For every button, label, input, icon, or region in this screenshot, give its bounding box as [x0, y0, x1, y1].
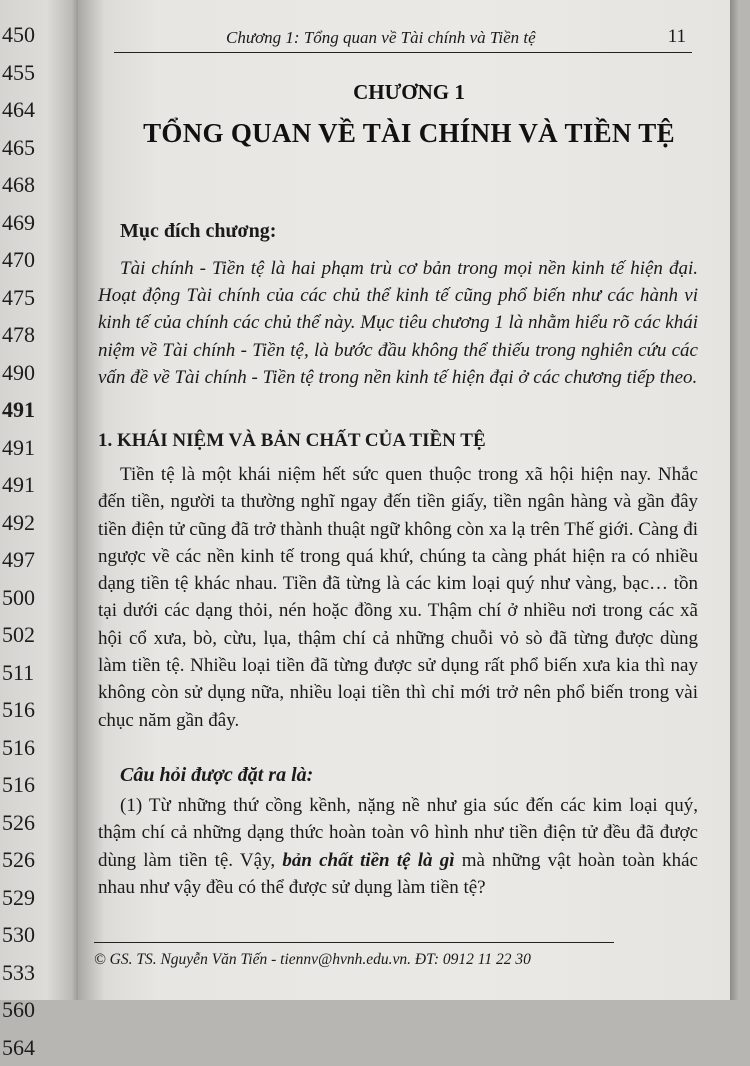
left-page-number: 526 [0, 804, 70, 842]
left-page-number: 478 [0, 316, 70, 354]
left-page-number: 450 [0, 16, 70, 54]
question-label: Câu hỏi được đặt ra là: [120, 762, 720, 789]
left-page-number: 516 [0, 766, 70, 804]
left-page-number: 516 [0, 729, 70, 767]
left-page-number: 564 [0, 1029, 70, 1066]
left-page-number: 526 [0, 841, 70, 879]
chapter-label: CHƯƠNG 1 [78, 80, 740, 105]
chapter-title: TỔNG QUAN VỀ TÀI CHÍNH VÀ TIỀN TỆ [78, 118, 740, 149]
left-page-number: 491 [0, 429, 70, 467]
left-page-number: 469 [0, 204, 70, 242]
left-page-number: 468 [0, 166, 70, 204]
left-page-number: 475 [0, 279, 70, 317]
left-page-number: 470 [0, 241, 70, 279]
question-text-start: (1) Từ những thứ cồng kềnh, nặng nề như gia súc đến các kim loại quý, thậm chí cả những dạng thức hoàn toàn vô hình như tiền điện tử đều đã được dùng làm tiền tệ. Vậy, [98, 795, 698, 871]
question-text-end: mà những vật hoàn toàn khác nhau như vậy đều có thể được sử dụng làm tiền tệ? [98, 850, 698, 898]
question-emphasis: bản chất tiền tệ là gì [282, 850, 454, 871]
purpose-paragraph: Tài chính - Tiền tệ là hai phạm trù cơ bản trong mọi nền kinh tế hiện đại. Hoạt động Tài chính của các chủ thể kinh tế cũng phổ biến như các hành vi kinh tế của chính các chủ thể này. Mục tiêu chương 1 là nhằm hiểu rõ các khái niệm về Tài chính - Tiền tệ, là bước đầu không thể thiếu trong nghiên cứu các vấn đề về Tài chính - Tiền tệ trong nền kinh tế hiện đại ở các chương tiếp theo. [98, 255, 698, 391]
purpose-label: Mục đích chương: [120, 218, 720, 245]
left-page-number: 465 [0, 129, 70, 167]
left-facing-page [0, 0, 78, 1000]
left-page-number: 529 [0, 879, 70, 917]
left-page-number: 464 [0, 91, 70, 129]
left-page-number: 560 [0, 991, 70, 1029]
left-page-number: 490 [0, 354, 70, 392]
left-page-number: 491 [0, 466, 70, 504]
question-paragraph [98, 792, 698, 901]
footer [94, 942, 614, 975]
left-page-number-column [0, 16, 70, 1066]
left-page-number: 500 [0, 579, 70, 617]
section-heading: 1. KHÁI NIỆM VÀ BẢN CHẤT CỦA TIỀN TỆ [98, 427, 698, 454]
footer-copyright: © GS. TS. Nguyễn Văn Tiến - tiennv@hvnh.edu.vn. ĐT: 0912 11 22 30 [94, 951, 531, 969]
header-title: Chương 1: Tổng quan về Tài chính và Tiền tệ [226, 28, 536, 48]
left-page-number: 491 [0, 391, 70, 429]
left-page-number: 516 [0, 691, 70, 729]
left-page-number: 497 [0, 541, 70, 579]
left-page-number: 533 [0, 954, 70, 992]
left-page-number: 502 [0, 616, 70, 654]
left-page-number: 511 [0, 654, 70, 692]
book-page [78, 0, 740, 1000]
body-paragraph: Tiền tệ là một khái niệm hết sức quen thuộc trong xã hội hiện nay. Nhắc đến tiền, người ta thường nghĩ ngay đến tiền giấy, tiền ngân hàng và gần đây tiền điện tử cũng đã trở thành thuật ngữ không còn xa lạ trên Thế giới. Càng đi ngược về các nền kinh tế trong quá khứ, chúng ta càng phát hiện ra có nhiều dạng tiền tệ khác nhau. Tiền đã từng là các kim loại quý như vàng, bạc… tồn tại dưới các dạng thỏi, nén hoặc đồng xu. Thậm chí ở nhiều nơi trong các xã hội cổ xưa, bò, cừu, lụa, thậm chí cả những chuỗi vỏ sò đã từng được dùng làm tiền tệ. Nhiều loại tiền đã từng được sử dụng rất phổ biến xưa kia thì nay không còn sử dụng nữa, nhiều loại tiền thì chỉ mới trở nên phổ biến trong vài chục năm gần đây. [98, 461, 698, 734]
page-number: 11 [668, 26, 686, 48]
left-page-number: 455 [0, 54, 70, 92]
left-page-number: 530 [0, 916, 70, 954]
page-edge [730, 0, 740, 1000]
left-page-number: 492 [0, 504, 70, 542]
running-header [114, 22, 692, 53]
